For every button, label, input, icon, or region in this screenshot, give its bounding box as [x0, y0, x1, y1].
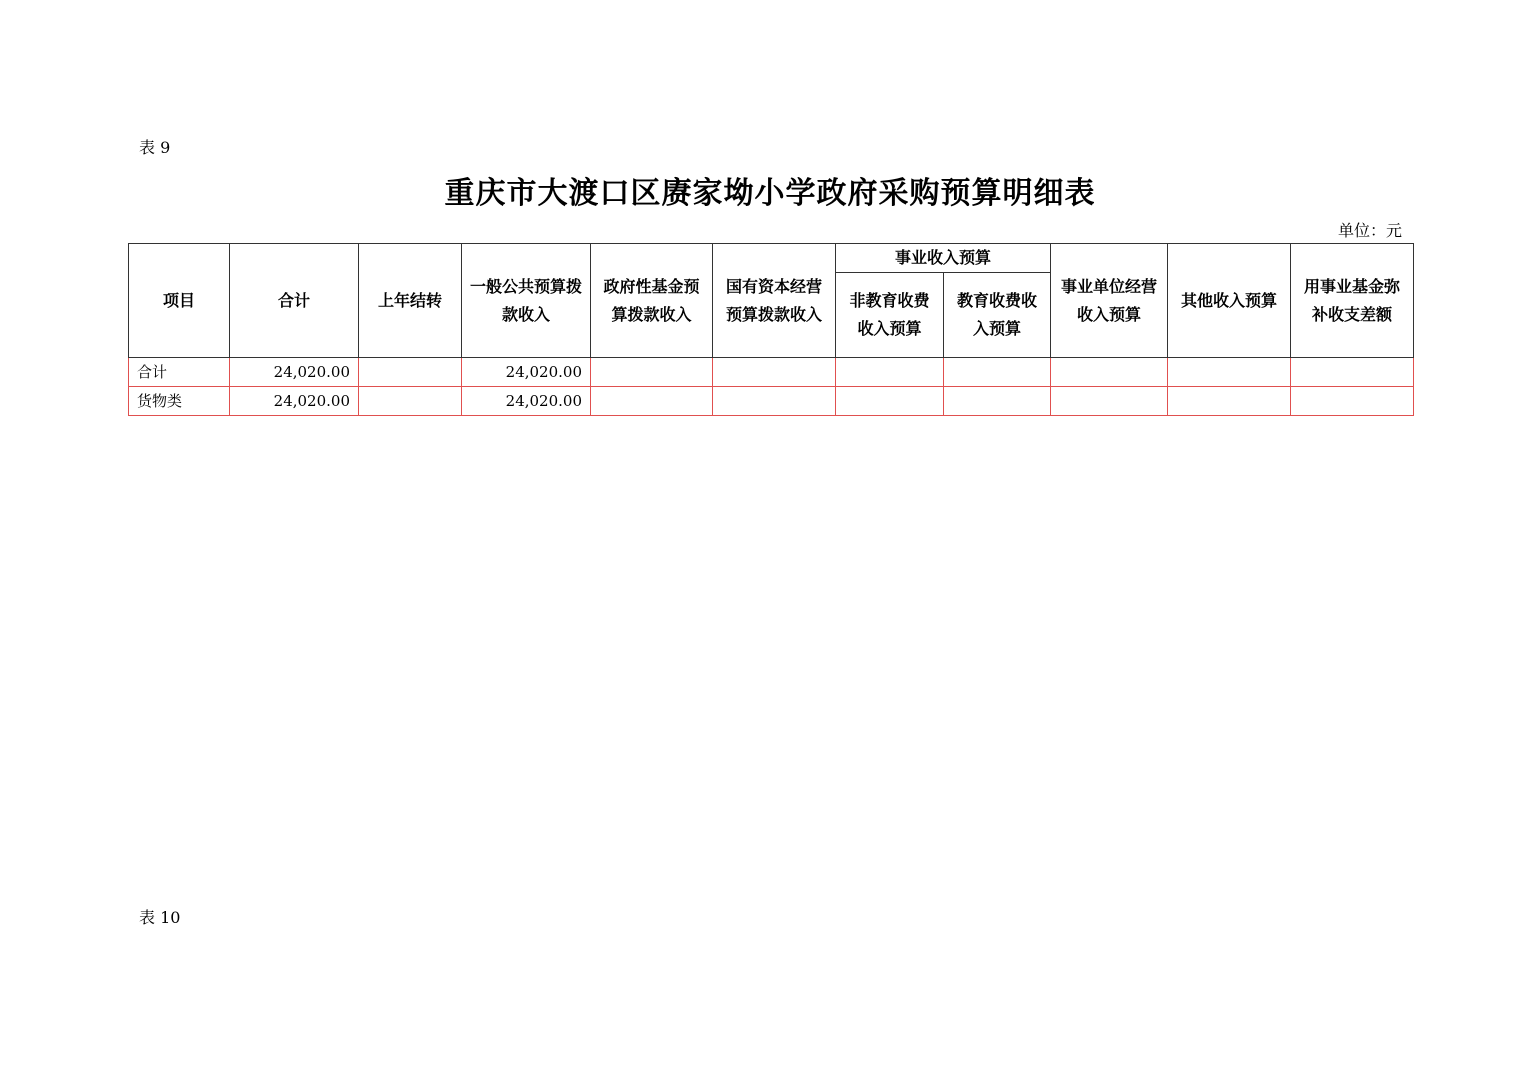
- cell-item: 货物类: [129, 387, 230, 416]
- header-fund-balance: 用事业基金弥补收支差额: [1291, 244, 1414, 358]
- next-table-number: 表 10: [139, 908, 181, 927]
- header-item: 项目: [129, 244, 230, 358]
- cell-fund-balance: [1291, 387, 1414, 416]
- header-unit-operating: 事业单位经营收入预算: [1051, 244, 1168, 358]
- header-business-income: 事业收入预算: [836, 244, 1051, 273]
- cell-total: 24,020.00: [230, 387, 359, 416]
- cell-unit-operating: [1051, 387, 1168, 416]
- header-state-capital: 国有资本经营预算拨款收入: [713, 244, 836, 358]
- cell-general-budget: 24,020.00: [462, 358, 591, 387]
- cell-unit-operating: [1051, 358, 1168, 387]
- cell-general-budget: 24,020.00: [462, 387, 591, 416]
- procurement-budget-table: [128, 243, 1414, 416]
- header-other-income: 其他收入预算: [1168, 244, 1291, 358]
- header-total: 合计: [230, 244, 359, 358]
- cell-state-capital: [713, 387, 836, 416]
- cell-prev-year: [359, 358, 462, 387]
- cell-gov-fund: [591, 387, 713, 416]
- cell-other-income: [1168, 387, 1291, 416]
- header-prev-year: 上年结转: [359, 244, 462, 358]
- header-non-edu-fee: 非教育收费收入预算: [836, 273, 944, 358]
- cell-other-income: [1168, 358, 1291, 387]
- cell-gov-fund: [591, 358, 713, 387]
- page-title: 重庆市大渡口区赓家坳小学政府采购预算明细表: [444, 176, 1096, 211]
- cell-edu-fee: [944, 358, 1051, 387]
- header-edu-fee: 教育收费收入预算: [944, 273, 1051, 358]
- table-row: [129, 387, 1414, 416]
- table-number: 表 9: [139, 138, 171, 157]
- cell-edu-fee: [944, 387, 1051, 416]
- cell-non-edu-fee: [836, 358, 944, 387]
- cell-item: 合计: [129, 358, 230, 387]
- table-row: [129, 358, 1414, 387]
- cell-non-edu-fee: [836, 387, 944, 416]
- cell-total: 24,020.00: [230, 358, 359, 387]
- cell-state-capital: [713, 358, 836, 387]
- header-general-budget: 一般公共预算拨款收入: [462, 244, 591, 358]
- cell-fund-balance: [1291, 358, 1414, 387]
- header-gov-fund: 政府性基金预算拨款收入: [591, 244, 713, 358]
- unit-label: 单位：元: [1337, 221, 1402, 240]
- cell-prev-year: [359, 387, 462, 416]
